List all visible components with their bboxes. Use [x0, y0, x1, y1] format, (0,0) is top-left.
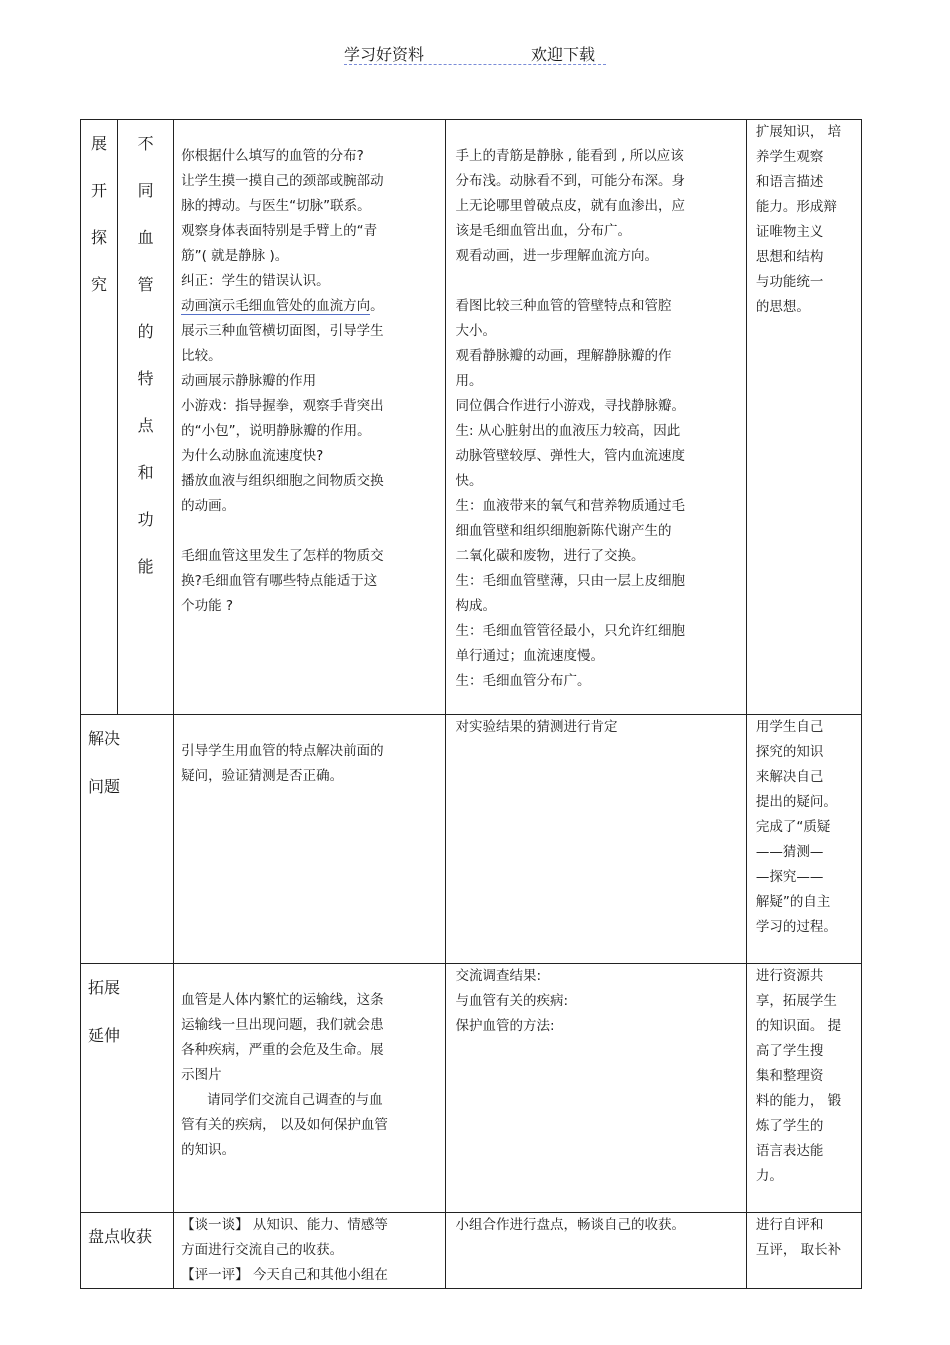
teacher-line: 方面进行交流自己的收获。 [181, 1242, 344, 1258]
teacher-line: 管有关的疾病， 以及如何保护血管 [181, 1117, 388, 1133]
intent-line: 思想和结构 [755, 249, 824, 265]
stage-label: 解决 [88, 729, 121, 748]
student-line: 构成。 [455, 598, 496, 614]
design-intent-cell [746, 1213, 861, 1289]
teacher-line: 展示三种血管横切面图，引导学生 [181, 323, 384, 339]
teacher-line: 各种疾病，严重的会危及生命。展 [181, 1042, 384, 1058]
intent-line: 互评， 取长补 [755, 1242, 842, 1258]
teacher-line: 你根据什么填写的血管的分布? [181, 148, 364, 164]
intent-line: 解疑”的自主 [755, 894, 831, 910]
student-line: 与血管有关的疾病: [455, 993, 569, 1009]
student-line: 观看静脉瓣的动画，理解静脉瓣的作 [455, 348, 672, 364]
stage-cell [81, 1213, 174, 1289]
stage-label: 拓展 [88, 978, 121, 997]
teacher-activity-cell [174, 715, 446, 964]
student-line: 单行通过；血流速度慢。 [455, 648, 604, 664]
teacher-activity-cell [174, 964, 446, 1213]
student-line: 小组合作进行盘点，畅谈自己的收获。 [455, 1217, 685, 1233]
teacher-line: 示图片 [181, 1067, 222, 1083]
table-row [81, 715, 862, 964]
student-line: 生：毛细血管管径最小，只允许红细胞 [455, 623, 685, 639]
student-activity-cell [446, 715, 746, 964]
student-line: 生：血液带来的氧气和营养物质通过毛 [455, 498, 685, 514]
stage-cell [81, 120, 118, 715]
topic-cell [118, 120, 174, 715]
table-row [81, 1213, 862, 1289]
student-line: 上无论哪里曾破点皮，就有血渗出，应 [455, 198, 685, 214]
student-line: 看图比较三种血管的管壁特点和管腔 [455, 298, 672, 314]
student-line: 细血管壁和组织细胞新陈代谢产生的 [455, 523, 672, 539]
intent-line: 扩展知识， 培 [755, 124, 842, 140]
teacher-line: 毛细血管这里发生了怎样的物质交 [181, 548, 384, 564]
design-intent-cell [746, 120, 861, 715]
student-line: 大小。 [455, 323, 496, 339]
intent-line: 料的能力， 锻 [755, 1093, 842, 1109]
topic-char: 和 [137, 463, 154, 482]
student-line: 该是毛细血管出血，分布广。 [455, 223, 631, 239]
intent-line: 学习的过程。 [755, 919, 837, 935]
student-line: 观看动画，进一步理解血流方向。 [455, 248, 658, 264]
student-line: 生：毛细血管分布广。 [455, 673, 591, 689]
intent-line: 享，拓展学生 [755, 993, 837, 1009]
teacher-line: 血管是人体内繁忙的运输线，这条 [181, 992, 384, 1008]
student-line: 分布浅。动脉看不到，可能分布深。身 [455, 173, 685, 189]
header-right-text: 欢迎下载 [531, 45, 596, 64]
topic-char: 不 [137, 134, 154, 153]
intent-line: 来解决自己 [755, 769, 824, 785]
student-line: 生: 从心脏射出的血液压力较高，因此 [455, 423, 681, 439]
teacher-line: 的“小包”，说明静脉瓣的作用。 [181, 423, 371, 439]
student-line: 对实验结果的猜测进行肯定 [455, 719, 618, 735]
lesson-plan-table [80, 119, 862, 1289]
student-line: 保护血管的方法: [455, 1018, 555, 1034]
topic-char: 特 [137, 369, 154, 388]
header-dashed-rule [344, 64, 606, 65]
teacher-line: 播放血液与组织细胞之间物质交换 [181, 473, 384, 489]
intent-line: 语言表达能 [755, 1143, 824, 1159]
stage-label: 延伸 [88, 1026, 121, 1045]
teacher-line-blank [181, 519, 439, 544]
intent-line: 探究的知识 [755, 744, 824, 760]
intent-line: 完成了“质疑 [755, 819, 831, 835]
topic-char: 的 [137, 322, 154, 341]
teacher-line: 个功能 ? [181, 598, 234, 614]
student-line: 用。 [455, 373, 483, 389]
intent-line: 和语言描述 [755, 174, 824, 190]
student-line: 手上的青筋是静脉 , 能看到 , 所以应该 [455, 148, 684, 164]
teacher-line: 的知识。 [181, 1142, 236, 1158]
intent-line: 证唯物主义 [755, 224, 824, 240]
intent-line: 与功能统一 [755, 274, 824, 290]
student-line: 动脉管壁较厚、弹性大，管内血流速度 [455, 448, 685, 464]
student-line-blank [455, 269, 739, 294]
topic-char: 血 [137, 228, 154, 247]
intent-line: 炼了学生的 [755, 1118, 824, 1134]
student-line: 交流调查结果: [455, 968, 542, 984]
intent-line: —探究—— [755, 869, 824, 885]
student-line: 快。 [455, 473, 483, 489]
teacher-line: 纠正：学生的错误认识。 [181, 273, 330, 289]
topic-char: 同 [137, 181, 154, 200]
student-activity-cell [446, 964, 746, 1213]
teacher-line: 换?毛细血管有哪些特点能适于这 [181, 573, 378, 589]
teacher-line: 引导学生用血管的特点解决前面的 [181, 743, 384, 759]
teacher-line: 疑问，验证猜测是否正确。 [181, 768, 344, 784]
teacher-line: 请同学们交流自己调查的与血 [207, 1092, 383, 1108]
stage-label: 问题 [88, 777, 121, 796]
teacher-line: 脉的搏动。与医生“切脉”联系。 [181, 198, 371, 214]
topic-char: 能 [137, 557, 154, 576]
intent-line: 的思想。 [755, 299, 810, 315]
stage-char: 究 [91, 275, 108, 294]
intent-line: ——猜测— [755, 844, 824, 860]
intent-line: 能力。形成辩 [755, 199, 837, 215]
teacher-activity-cell [174, 1213, 446, 1289]
student-activity-cell [446, 1213, 746, 1289]
intent-line: 养学生观察 [755, 149, 824, 165]
stage-char: 展 [91, 134, 108, 153]
teacher-line: 【评一评】 今天自己和其他小组在 [181, 1267, 388, 1283]
teacher-activity-cell [174, 120, 446, 715]
intent-line: 进行资源共 [755, 968, 824, 984]
teacher-line: 让学生摸一摸自己的颈部或腕部动 [181, 173, 384, 189]
teacher-line: 观察身体表面特别是手臂上的“青 [181, 223, 378, 239]
header-left-text: 学习好资料 [344, 45, 425, 64]
topic-char: 管 [137, 275, 154, 294]
teacher-line: 动画展示静脉瓣的作用 [181, 373, 317, 389]
intent-line: 用学生自己 [755, 719, 824, 735]
intent-line: 进行自评和 [755, 1217, 824, 1233]
teacher-line: 动画演示毛细血管处的血流方向。 [181, 298, 384, 314]
teacher-line: 为什么动脉血流速度快? [181, 448, 324, 464]
design-intent-cell [746, 715, 861, 964]
stage-char: 探 [91, 228, 108, 247]
teacher-line: 的动画。 [181, 498, 236, 514]
stage-cell [81, 964, 174, 1213]
topic-char: 点 [137, 416, 154, 435]
teacher-line: 小游戏：指导握拳，观察手背突出 [181, 398, 384, 414]
student-activity-cell [446, 120, 746, 715]
intent-line: 的知识面。 提 [755, 1018, 842, 1034]
student-line: 生：毛细血管壁薄，只由一层上皮细胞 [455, 573, 685, 589]
stage-char: 开 [91, 181, 108, 200]
intent-line: 高了学生搜 [755, 1043, 824, 1059]
intent-line: 集和整理资 [755, 1068, 824, 1084]
table-row [81, 120, 862, 715]
table-row [81, 964, 862, 1213]
student-line: 同位偶合作进行小游戏，寻找静脉瓣。 [455, 398, 685, 414]
page-header [0, 40, 950, 70]
intent-line: 提出的疑问。 [755, 794, 837, 810]
teacher-line: 比较。 [181, 348, 222, 364]
topic-char: 功 [137, 510, 154, 529]
teacher-line: 筋”( 就是静脉 )。 [181, 248, 289, 264]
student-line: 二氧化碳和废物，进行了交换。 [455, 548, 645, 564]
teacher-line: 【谈一谈】 从知识、能力、情感等 [181, 1217, 388, 1233]
stage-cell [81, 715, 174, 964]
stage-label: 盘点收获 [88, 1227, 153, 1246]
design-intent-cell [746, 964, 861, 1213]
underlined-text: 动画演示毛细血管处的血流方向 [181, 298, 371, 314]
intent-line: 力。 [755, 1168, 783, 1184]
teacher-line: 运输线一旦出现问题，我们就会患 [181, 1017, 384, 1033]
